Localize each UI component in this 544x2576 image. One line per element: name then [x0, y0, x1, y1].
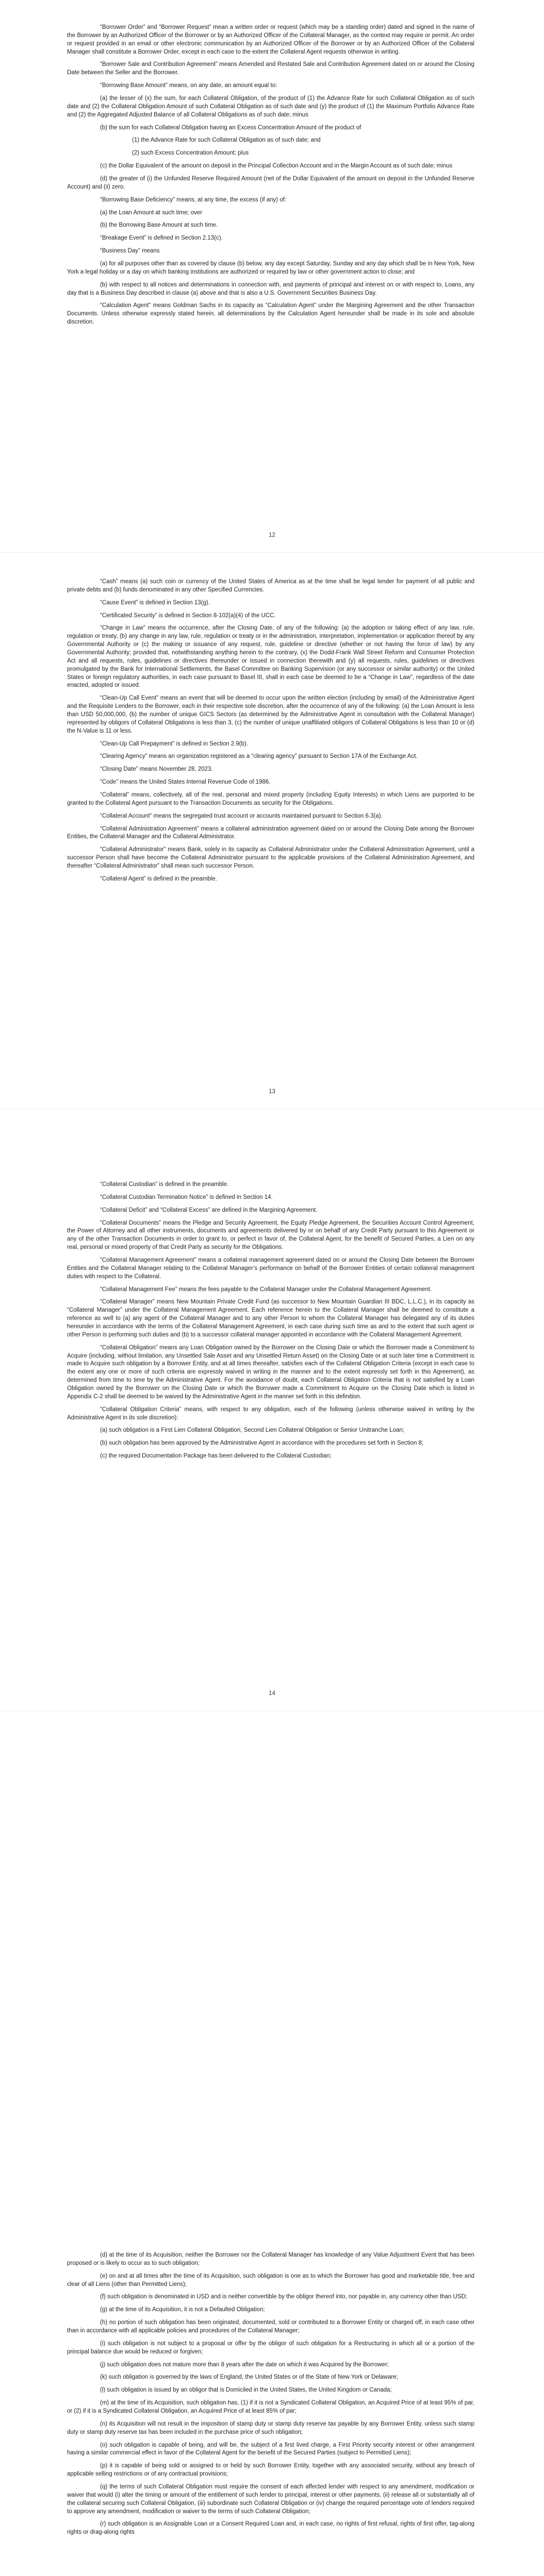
- clause-bd-b: (b) with respect to all notices and determinations in connection with, and payments of principal and interest on or with respect to, Loans, any day that is a Business Day described in clause (a) above and that is also a U.S. Government Securities Business Day.: [67, 281, 474, 296]
- definition-breakage-event: “Breakage Event” is defined in Section 2.13(c).: [100, 235, 223, 242]
- page-number-14: 14: [269, 1690, 275, 1697]
- definition-collateral-documents: “Collateral Documents” means the Pledge and Security Agreement, the Equity Pledge Agreement, the Securities Account Control Agreement, the Power of Attorney and all other instruments, documents and agreements delivered by or on behalf of any Credit Party pursuant to this Agreement or any of the other Transaction Documents in order to grant to, or perfect in favor of, the Collateral Agent, for the benefit of Secured Parties, a Lien on any real, personal or mixed property of that Credit Party as security for the Obligations.: [67, 1219, 474, 1251]
- definition-collateral-agent: “Collateral Agent” is defined in the preamble.: [100, 875, 217, 882]
- definition-code: “Code” means the United States Internal Revenue Code of 1986.: [100, 779, 271, 786]
- clause-coc-d: (d) at the time of its Acquisition, neither the Borrower nor the Collateral Manager has knowledge of any Value Adjustment Event that has been proposed or is likely to occur as to such obligation;: [67, 2252, 474, 2266]
- definition-collateral-obligation: “Collateral Obligation” means any Loan Obligation owned by the Borrower on the Closing Date or which the Borrower made a Commitment to Acquire (including, without limitation, any Unsettled Sale Asset and any Unsettled Return Asset) on the Closing Date or at such later time a Commitment is made to Acquire such obligation by a Borrower Entity, and at all times thereafter, satisfies each of the Collateral Obligation Criteria (except in each case to the extent any one or more of such criteria are expressly waived in writing in the manner and to the extent expressly set forth in this Agreement), as determined from time to time by the Administrative Agent. For the avoidance of doubt, each Collateral Obligation Criteria that is not satisfied by a Loan Obligation owned by the Borrower on the Closing Date or which the Borrower made a Commitment to Acquire on the Closing Date which is listed in Appendix C-2 shall be deemed to be waived by the Administrative Agent in the manner set forth in this definition.: [67, 1344, 474, 1400]
- clause-bd-a: (a) for all purposes other than as covered by clause (b) below, any day except Saturday, Sunday and any day which shall be in New York, New York a legal holiday or a day on which banking institutions are authorized or required by law or other government action to close; and: [67, 261, 474, 275]
- definition-collateral-manager: “Collateral Manager” means New Mountain Private Credit Fund (as successor to New Mountain Guardian III BDC, L.L.C.), in its capacity as “Collateral Manager” under the Collateral Management Agreement. Each reference herein to the Collateral Manager shall be deemed to constitute a reference as well to (a) any agent of the Collateral Manager and to any other Person to whom the Collateral Manager has delegated any of its duties hereunder in accordance with the terms of the Collateral Management Agreement, in each case during such time as and to the extent that such agent or other Person is performing such duties and (b) to a successor collateral manager appointed in accordance with the Collateral Management Agreement.: [67, 1299, 474, 1338]
- definition-borrowing-base-deficiency: “Borrowing Base Deficiency” means, at any time, the excess (if any) of:: [100, 196, 287, 203]
- clause-coc-h: (h) no portion of such obligation has been originated, documented, sold or contributed to a Borrower Entity or charged off, in each case other than in accordance with all applicable policies and procedures of the Collateral Manager;: [67, 2319, 474, 2334]
- clause-coc-c: (c) the required Documentation Package has been delivered to the Collateral Custodian;: [100, 1453, 332, 1460]
- definition-business-day: “Business Day” means: [100, 248, 160, 255]
- clause-bba-a: (a) the lesser of (x) the sum, for each Collateral Obligation, of the product of (1) the Advance Rate for such Collateral Obligation as of such date and (2) the Collateral Obligation Amount of such Collateral Obligation as of such date and (y) the product of (1) the Maximum Portfolio Advance Rate and (2) the Aggregated Adjusted Balance of all Collateral Obligations as of such date; minus: [67, 95, 474, 118]
- page-15-body: [67, 2251, 474, 2541]
- definition-borrower-sale-agreement: “Borrower Sale and Contribution Agreement” means Amended and Restated Sale and Contribution Agreement dated on or around the Closing Date between the Seller and the Borrower.: [67, 61, 474, 76]
- definition-custodian-termination-notice: “Collateral Custodian Termination Notice” is defined in Section 14.: [100, 1194, 273, 1200]
- clause-coc-e: (e) on and at all times after the time of its Acquisition, such obligation is one as to which the Borrower has good and marketable title, free and clear of all Liens (other than Permitted Liens);: [67, 2273, 474, 2287]
- clause-coc-n: (n) its Acquisition will not result in the imposition of stamp duty or stamp duty reserve tax payable by any Borrower Entity, unless such stamp duty or stamp duty reserve tax has been included in the purchase price of such obligation;: [67, 2420, 474, 2435]
- definition-collateral-custodian: “Collateral Custodian” is defined in the preamble.: [100, 1181, 229, 1188]
- clause-bbd-a: (a) the Loan Amount at such time; over: [100, 209, 203, 216]
- definition-collateral-account: “Collateral Account” means the segregated trust account or accounts maintained pursuant to Section 6.3(a).: [100, 812, 383, 819]
- definition-borrower-order: “Borrower Order” and “Borrower Request” mean a written order or request (which may be a standing order) dated and signed in the name of the Borrower by an Authorized Officer of the Borrower or by an Authorized Officer of the Collateral Manager, as the context may require or permit. An order or request provided in an email or other electronic communication by an Authorized Officer of the Borrower or by an Authorized Officer of the Collateral Manager shall constitute a Borrower Order, except in each case to the extent the Collateral Agent requests otherwise in writing.: [67, 24, 474, 55]
- definition-collateral: “Collateral” means, collectively, all of the real, personal and mixed property (including Equity Interests) in which Liens are purported to be granted to the Collateral Agent pursuant to the Transaction Documents as security for the Obligations.: [67, 792, 474, 806]
- definition-collateral-obligation-criteria: “Collateral Obligation Criteria” means, with respect to any obligation, each of the following (unless otherwise waived in writing by the Administrative Agent in its sole discretion):: [67, 1406, 474, 1421]
- page-14-body: [67, 1181, 474, 1465]
- clause-coc-l: (l) such obligation is issued by an obligor that is Domiciled in the United States, the United Kingdom or Canada;: [100, 2387, 392, 2394]
- clause-coc-r: (r) such obligation is an Assignable Loan or a Consent Required Loan and, in each case, no rights of first refusal, rights of first offer, tag-along rights or drag-along rights: [67, 2521, 474, 2536]
- clause-coc-b: (b) such obligation has been approved by the Administrative Agent in accordance with the procedures set forth in Section 8;: [100, 1440, 424, 1447]
- clause-bba-c: (c) the Dollar Equivalent of the amount on deposit in the Principal Collection Account and in the Margin Account as of such date; minus: [100, 163, 453, 170]
- definition-collateral-management-fee: “Collateral Management Fee” means the fees payable to the Collateral Manager under the Collateral Management Agreement.: [100, 1286, 432, 1293]
- page-number-13: 13: [269, 1089, 275, 1095]
- definition-collateral-management-agreement: “Collateral Management Agreement” means a collateral management agreement dated on or around the Closing Date between the Borrower Entities and the Collateral Manager relating to the Collateral Manager’s performance on behalf of the Borrower Entities of certain collateral management duties with respect to the Collateral.: [67, 1257, 474, 1280]
- clause-bba-b1: (1) the Advance Rate for such Collateral Obligation as of such date; and: [132, 137, 321, 144]
- definition-cash: “Cash” means (a) such coin or currency of the United States of America as at the time shall be legal tender for payment of all public and private debts and (b) funds denominated in any other Specified Currencies.: [67, 579, 474, 593]
- clause-coc-k: (k) such obligation is governed by the laws of England, the United States or of the State of New York or Delaware;: [100, 2374, 398, 2381]
- clause-coc-j: (j) such obligation does not mature more than 8 years after the date on which it was Acquired by the Borrower;: [100, 2361, 389, 2368]
- clause-coc-a: (a) such obligation is a First Lien Collateral Obligation, Second Lien Collateral Obligation or Senior Unitranche Loan;: [100, 1427, 405, 1434]
- definition-clean-up-call-prepayment: “Clean-Up Call Prepayment” is defined in Section 2.9(b).: [100, 740, 248, 747]
- page-13-body: [67, 578, 474, 888]
- clause-coc-m: (m) at the time of its Acquisition, such obligation has, (1) if it is not a Syndicated Collateral Obligation, an Acquired Price of at least 95% of par, or (2) if it is a Syndicated Collateral Obligation, an Acquired Price of at least 85% of par;: [67, 2400, 474, 2415]
- definition-clean-up-call-event: “Clean-Up Call Event” means an event that will be deemed to occur upon the written election (including by email) of the Administrative Agent and the Requisite Lenders to the Borrower, each in their respective sole discretion, after the occurrence of any of the following: (a) the Loan Amount is less than USD 50,000,000, (b) the number of unique GICS Sectors (as determined by the Administrative Agent in consultation with the Collateral Manager) represented by obligors of Collateral Obligations is less than 3, (c) the number of unique unaffiliated obligors of Collateral Obligations is less than 10 or (d) the N-Value is 11 or less.: [67, 695, 474, 734]
- clause-bba-b2: (2) such Excess Concentration Amount; plus: [132, 150, 249, 157]
- definition-collateral-deficit-excess: “Collateral Deficit” and “Collateral Excess” are defined in the Margining Agreement.: [100, 1207, 318, 1213]
- clause-bbd-b: (b) the Borrowing Base Amount at such time.: [100, 222, 218, 229]
- clause-coc-q: (q) the terms of such Collateral Obligation must require the consent of each affected lender with respect to any amendment, modification or waiver that would (i) alter the timing or amount of the entitlement of such lender to principal, interest or other payments, (ii) release all or substantially all of the collateral securing such Collateral Obligation, (iii) subordinate such Collateral Obligation or (iv) change the required percentage vote of lenders required to approve any amendment, modification or waiver to the terms of such Collateral Obligation;: [67, 2484, 474, 2515]
- definition-collateral-administrator: “Collateral Administrator” means Bank, solely in its capacity as Collateral Administrator under the Collateral Administration Agreement, until a successor Person shall have become the Collateral Administrator pursuant to the applicable provisions of the Collateral Administration Agreement, and thereafter “Collateral Administrator” shall mean such successor Person.: [67, 846, 474, 870]
- clause-coc-f: (f) such obligation is denominated in USD and is neither convertible by the obligor thereof into, nor payable in, any currency other than USD;: [100, 2294, 468, 2300]
- clause-coc-g: (g) at the time of its Acquisition, it is not a Defaulted Obligation;: [100, 2307, 265, 2313]
- definition-cause-event: “Cause Event” is defined in Section 13(g).: [100, 599, 210, 606]
- clause-bba-b: (b) the sum for each Collateral Obligation having an Excess Concentration Amount of the product of: [100, 124, 361, 131]
- definition-collateral-administration-agreement: “Collateral Administration Agreement” means a collateral administration agreement dated on or around the Closing Date among the Borrower Entities, the Collateral Manager and the Collateral Administrator.: [67, 825, 474, 840]
- definition-closing-date: “Closing Date” means November 28, 2023.: [100, 766, 213, 773]
- page-number-12: 12: [269, 532, 275, 538]
- clause-coc-o: (o) such obligation is capable of being, and will be, the subject of a first lived charge, a First Priority security interest or other arrangement having a similar commercial effect in favor of the Collateral Agent for the benefit of the Secured Parties (subject to Permitted Liens);: [67, 2442, 474, 2456]
- definition-certificated-security: “Certificated Security” is defined in Section 8-102(a)(4) of the UCC.: [100, 612, 276, 619]
- definition-clearing-agency: “Clearing Agency” means an organization registered as a “clearing agency” pursuant to Section 17A of the Exchange Act.: [100, 753, 418, 760]
- clause-coc-p: (p) it is capable of being sold or assigned to or held by such Borrower Entity, together with any associated security, without any breach of applicable selling restrictions or of any contractual provisions;: [67, 2463, 474, 2478]
- clause-bba-d: (d) the greater of (i) the Unfunded Reserve Required Amount (net of the Dollar Equivalent of the amount on deposit in the Unfunded Reserve Account) and (ii) zero.: [67, 176, 474, 190]
- clause-coc-i: (i) such obligation is not subject to a proposal or offer by the obligor of such obligation for a Restructuring in which all or a portion of the principal balance due would be reduced or forgiven;: [67, 2340, 474, 2355]
- definition-borrowing-base-amount: “Borrowing Base Amount” means, on any date, an amount equal to:: [100, 82, 277, 89]
- definition-calculation-agent: “Calculation Agent” means Goldman Sachs in its capacity as “Calculation Agent” under the Margining Agreement and the other Transaction Documents. Unless otherwise expressly stated herein, all determinations by the Calculation Agent hereunder shall be made in its sole and absolute discretion.: [67, 302, 474, 326]
- page-12-body: [67, 24, 474, 331]
- definition-change-in-law: “Change in Law” means the occurrence, after the Closing Date, of any of the following: (a) the adoption or taking effect of any law, rule, regulation or treaty, (b) any change in any law, rule, regulation or treaty or in the administration, interpretation, implementation or application thereof by any Governmental Authority or (c) the making or issuance of any request, rule, guideline or directive (whether or not having the force of law) by any Governmental Authority; provided that, notwithstanding anything herein to the contrary, (x) the Dodd-Frank Wall Street Reform and Consumer Protection Act and all requests, rules, guidelines or directives thereunder or issued in connection therewith and (y) all requests, rules, guidelines or directives promulgated by the Bank for International Settlements, the Basel Committee on Banking Supervision (or any successor or similar authority) or the United States or foreign regulatory authorities, in each case pursuant to Basel III, shall in each case be deemed to be a “Change in Law”, regardless of the date enacted, adopted or issued.: [67, 625, 474, 689]
- page-divider: [0, 552, 544, 553]
- page-divider: [0, 1710, 544, 1711]
